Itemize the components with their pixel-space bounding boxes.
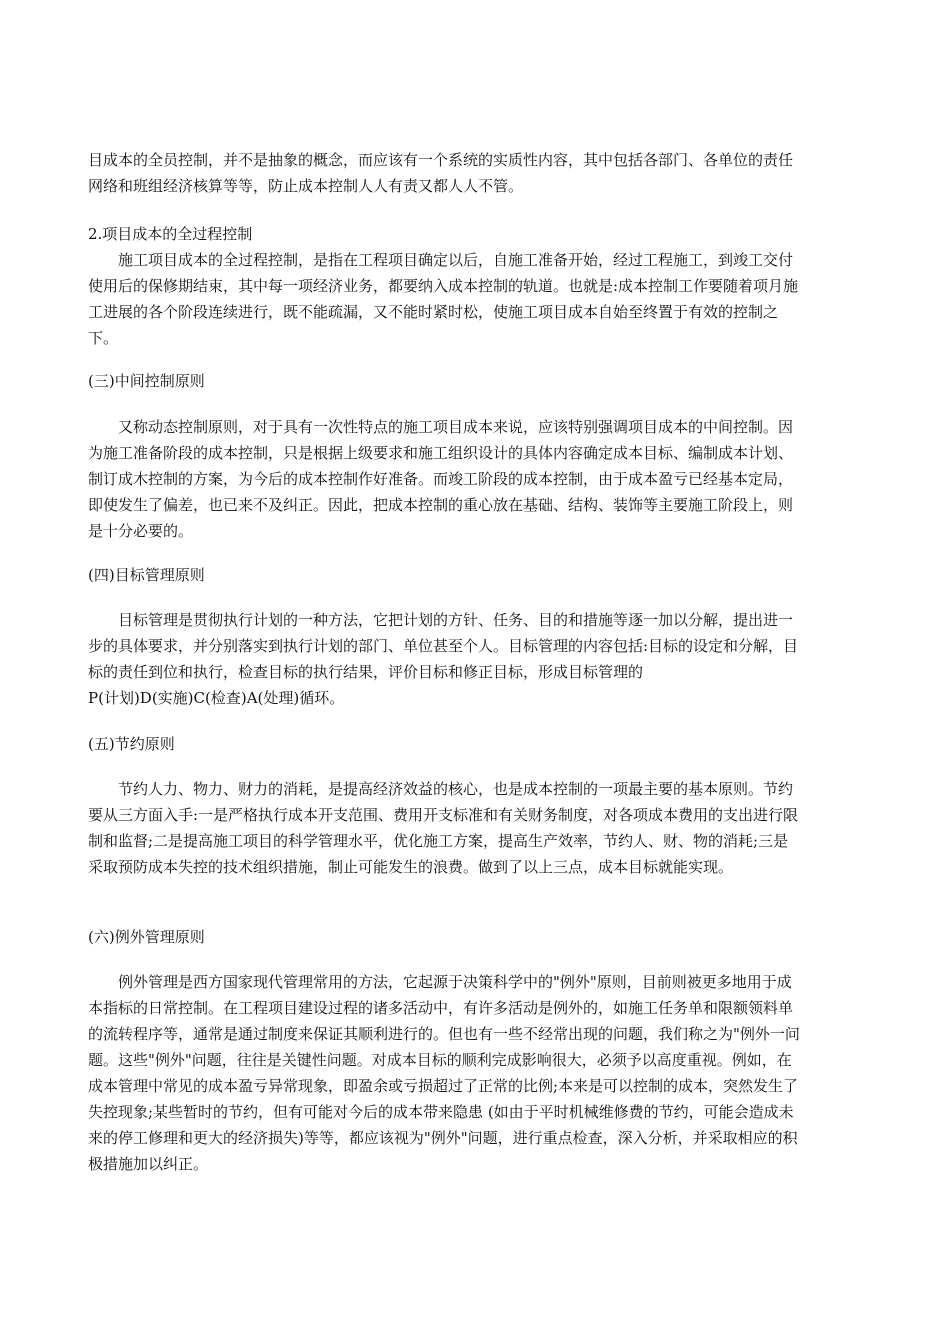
paragraph-exception-management — [88, 969, 800, 1177]
heading-intermediate-control-principle: (三)中间控制原则 — [88, 372, 205, 390]
paragraph-full-staff-control-continued — [88, 147, 800, 199]
paragraph-text: 目成本的全员控制，并不是抽象的概念，而应该有一个系统的实质性内容，其中包括各部门、各单位的责任网络和班组经济核算等等，防止成本控制人人有责又都人人不管。 — [88, 151, 794, 195]
pdca-cycle-line: P(计划)D(实施)C(检查)A(处理)循环。 — [88, 689, 345, 707]
paragraph-text: 又称动态控制原则，对于具有一次性特点的施工项目成本来说，应该特别强调项目成本的中间控制。因为施工准备阶段的成本控制，只是根据上级要求和施工组织设计的具体内容确定成本目标、编制成本计划、制订成木控制的方案，为今后的成本控制作好准备。而竣工阶段的成本控制，由于成本盈亏已经基本定局，即使发生了偏差，也已来不及纠正。因此，把成本控制的重心放在基础、结构、装饰等主要施工阶段上，则是十分必要的。 — [88, 418, 794, 540]
heading-whole-process-control: 2.项目成本的全过程控制 — [88, 225, 253, 243]
paragraph-whole-process-control — [88, 247, 800, 351]
heading-economy-principle: (五)节约原则 — [88, 735, 175, 753]
paragraph-intermediate-control — [88, 414, 800, 544]
paragraph-text: 节约人力、物力、财力的消耗，是提高经济效益的核心，也是成本控制的一项最主要的基本原则。节约要从三方面入手:一是严格执行成本开支范围、费用开支标准和有关财务制度，对各项成本费用的支出进行限制和监督;二是提高施工项目的科学管理水平，优化施工方案，提高生产效率，节约人、财、物的消耗;三是采取预防成本失控的技术组织措施，制止可能发生的浪费。做到了以上三点，成本目标就能实现。 — [88, 780, 799, 876]
paragraph-economy — [88, 776, 800, 880]
paragraph-text: 施工项目成本的全过程控制，是指在工程项目确定以后，自施工准备开始，经过工程施工，到竣工交付使用后的保修期结束，其中每一项经济业务，都要纳入成本控制的轨道。也就是:成本控制工作要随着项月施工进展的各个阶段连续进行，既不能疏漏，又不能时紧时松，使施工项目成本自始至终置于有效的控制之下。 — [88, 251, 799, 347]
paragraph-objective-management — [88, 607, 800, 711]
paragraph-text: 目标管理是贯彻执行计划的一种方法，它把计划的方针、任务、目的和措施等逐一加以分解，提出进一步的具体要求，并分别落实到执行计划的部门、单位甚至个人。目标管理的内容包括:目标的设定和分解，目标的责任到位和执行，检查目标的执行结果，评价目标和修正目标，形成目标管理的 — [88, 611, 799, 681]
heading-exception-management-principle: (六)例外管理原则 — [88, 928, 205, 946]
heading-objective-management-principle: (四)目标管理原则 — [88, 566, 205, 584]
paragraph-text: 例外管理是西方国家现代管理常用的方法，它起源于决策科学中的"例外"原则，目前则被更多地用于成本指标的日常控制。在工程项目建设过程的诸多活动中，有许多活动是例外的，如施工任务单和限额领料单的流转程序等，通常是通过制度来保证其顺利进行的。但也有一些不经常出现的问题，我们称之为"例外一问题。这些"例外"问题，往往是关键性问题。对成本目标的顺利完成影响很大，必须予以高度重视。例如，在成本管理中常见的成本盈亏异常现象，即盈余或亏损超过了正常的比例;本来是可以控制的成本，突然发生了失控现象;某些暂时的节约，但有可能对今后的成本带来隐患 (如由于平时机械维修费的节约，可能会造成未来的停工修理和更大的经济损失)等等，都应该视为"例外"问题，进行重点检查，深入分析，并采取相应的积极措施加以纠正。 — [88, 973, 800, 1173]
